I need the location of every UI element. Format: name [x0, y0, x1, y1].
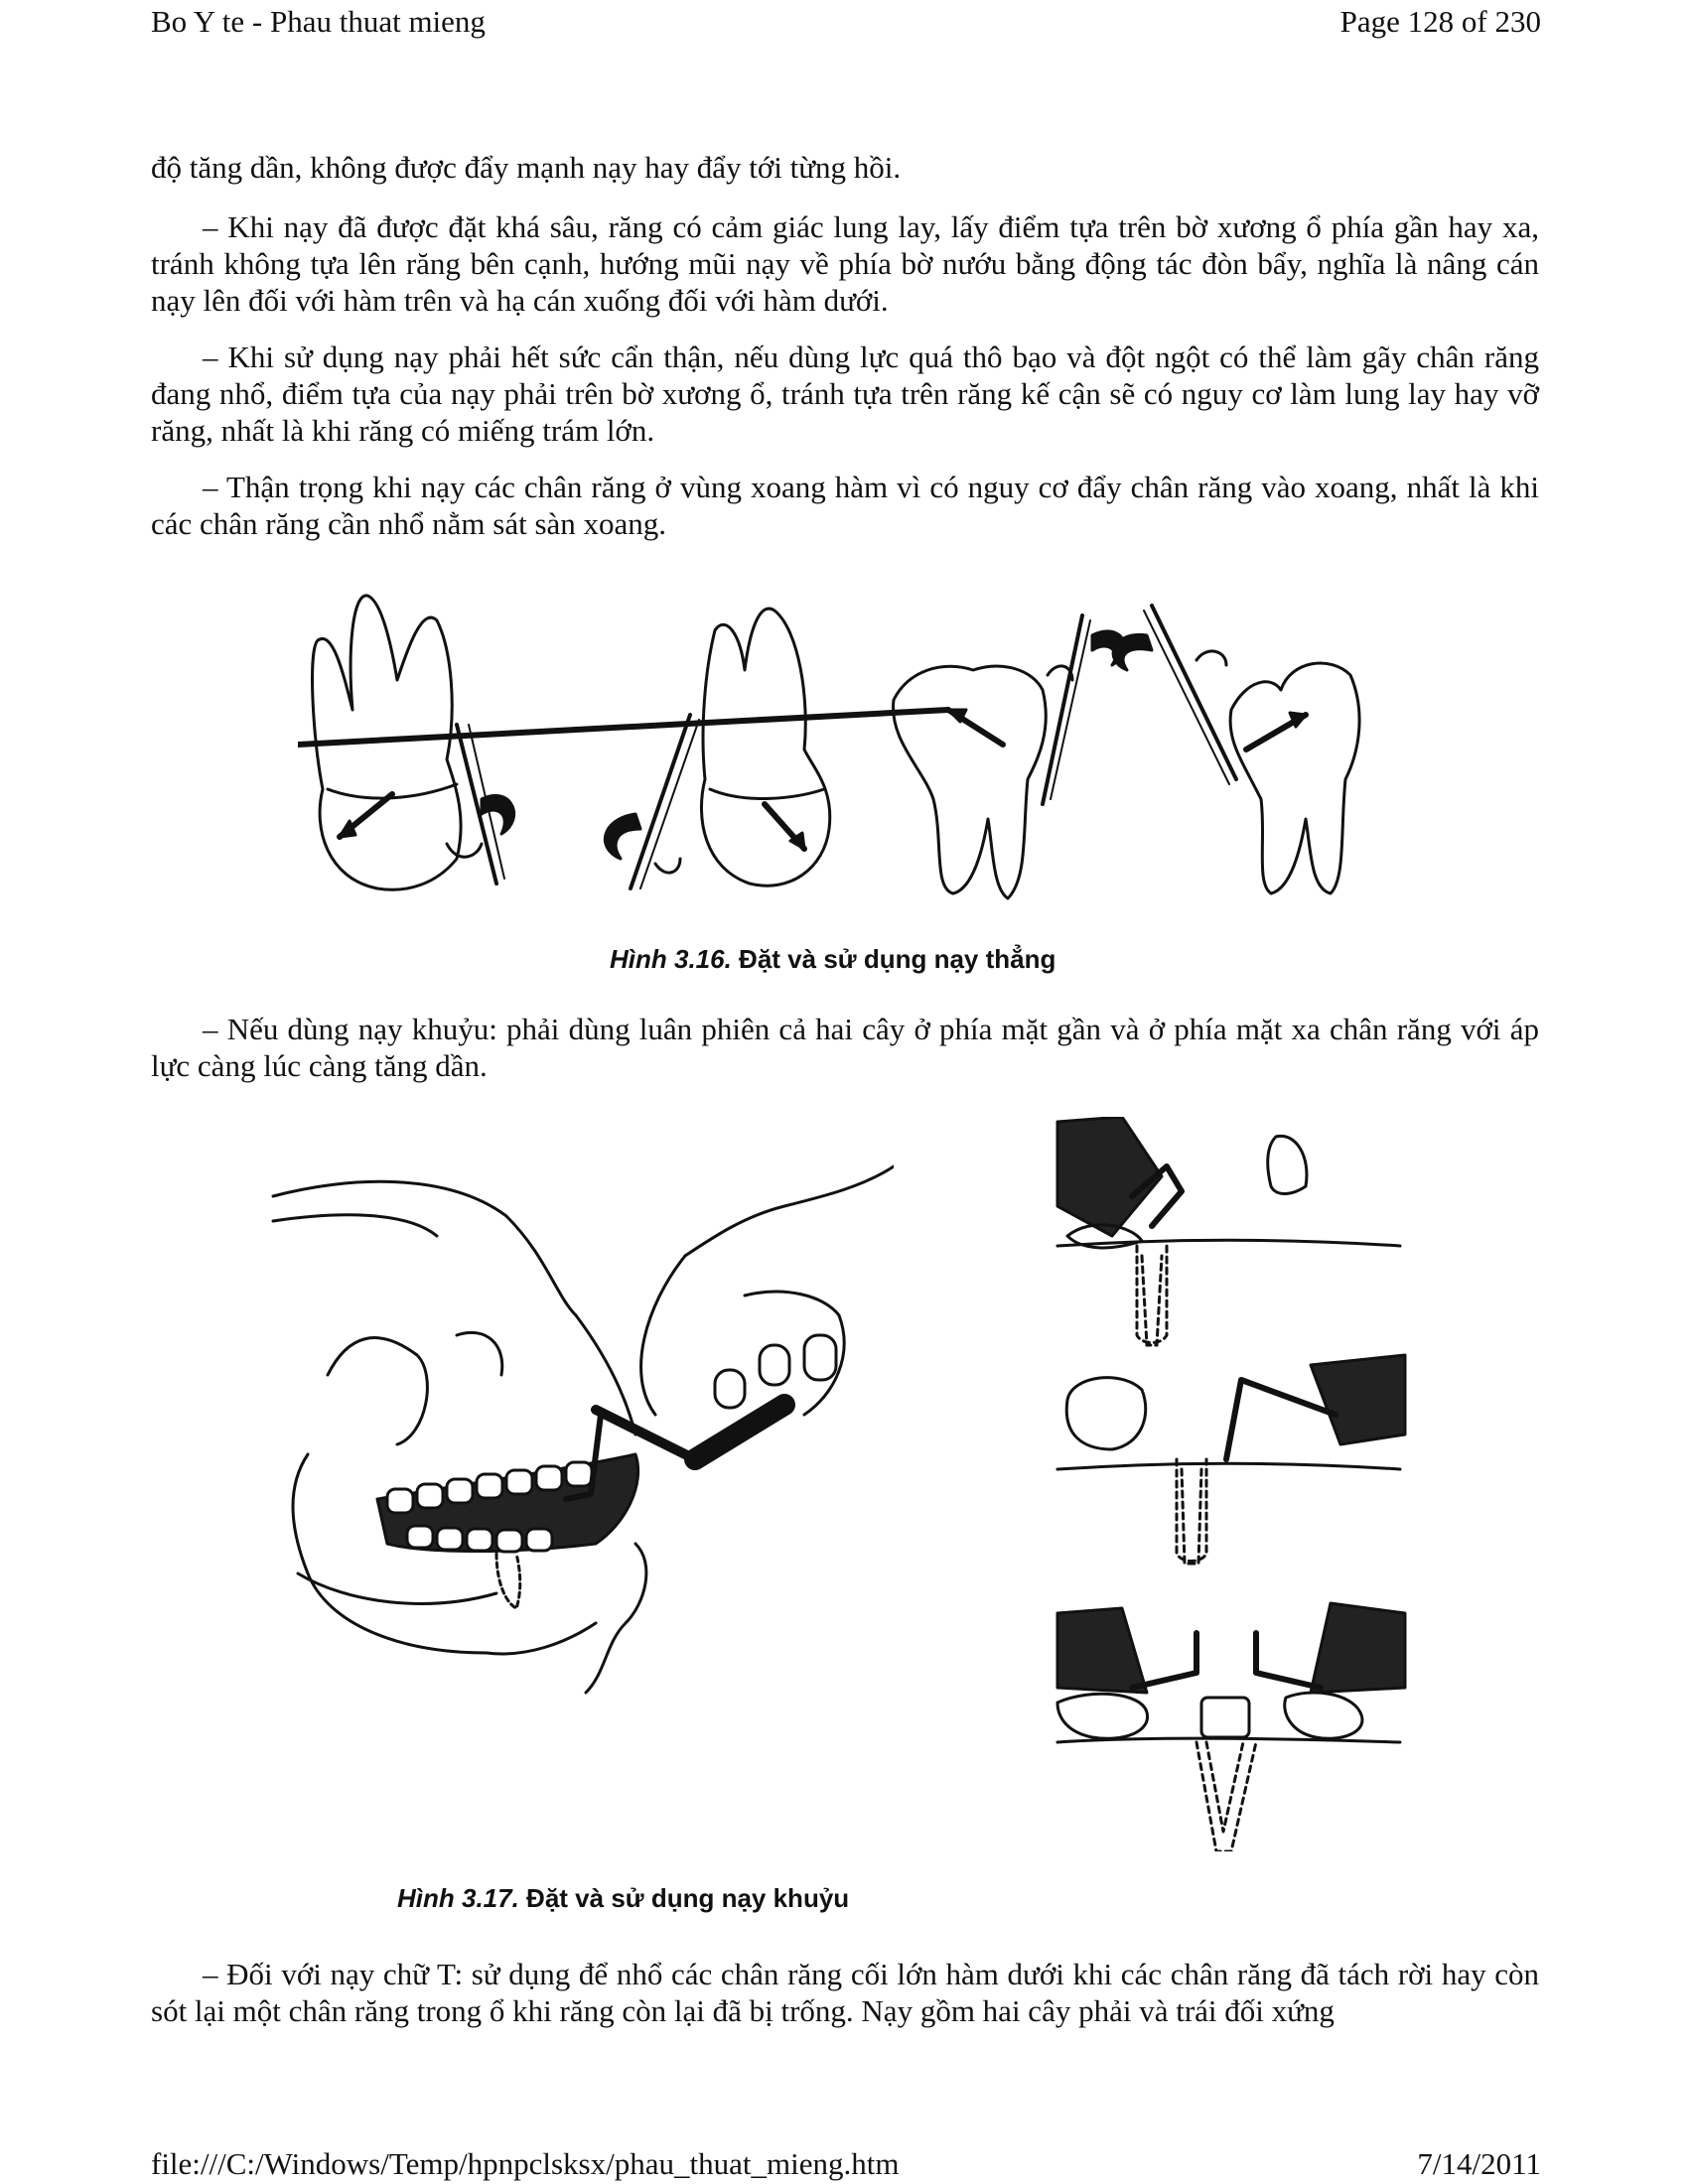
figure-angled-elevator-panels — [1053, 1117, 1410, 1851]
figure-3-16-text: Đặt và sử dụng nạy thẳng — [731, 944, 1056, 974]
straight-elevator-illustration — [298, 591, 1410, 903]
paragraph-5: – Nếu dùng nạy khuỷu: phải dùng luân phiên cả hai cây ở phía mặt gần và ở phía mặt xa chân răng với áp lực càng lúc càng tăng dần. — [151, 1012, 1539, 1083]
paragraph-6: – Đối với nạy chữ T: sử dụng để nhổ các chân răng cối lớn hàm dưới khi các chân răng đã tách rời hay còn sót lại một chân răng trong ổ khi răng còn lại đã bị trống. Nạy gồm hai cây phải và trái đối xứng — [151, 1957, 1539, 2028]
page-number: Page 128 of 230 — [1339, 4, 1541, 39]
header-title: Bo Y te - Phau thuat mieng — [151, 4, 486, 39]
paragraph-4: – Thận trọng khi nạy các chân răng ở vùng xoang hàm vì có nguy cơ đẩy chân răng vào xoang, nhất là khi các chân răng cần nhổ nằm sát sàn xoang. — [151, 470, 1539, 541]
figure-skull-elevator — [268, 1157, 894, 1698]
angled-elevator-panels-illustration — [1053, 1117, 1410, 1851]
paragraph-3: – Khi sử dụng nạy phải hết sức cẩn thận, nếu dùng lực quá thô bạo và đột ngột có thể làm gãy chân răng đang nhổ, điểm tựa của nạy phải trên bờ xương ổ, tránh tựa trên răng kế cận sẽ có nguy cơ làm lung lay hay vỡ răng, nhất là khi răng có miếng trám lớn. — [151, 340, 1539, 448]
figure-3-16-caption — [610, 944, 1055, 975]
footer-date: 7/14/2011 — [1417, 2146, 1541, 2181]
figure-3-17-caption — [397, 1883, 849, 1914]
figure-3-16-label: Hình 3.16. — [610, 944, 732, 974]
figure-straight-elevator — [298, 591, 1410, 903]
paragraph-1: độ tăng dần, không được đẩy mạnh nạy hay đẩy tới từng hồi. — [151, 150, 902, 185]
paragraph-2: – Khi nạy đã được đặt khá sâu, răng có cảm giác lung lay, lấy điểm tựa trên bờ xương ổ phía gần hay xa, tránh không tựa lên răng bên cạnh, hướng mũi nạy về phía bờ nướu bằng động tác đòn bẩy, nghĩa là nâng cán nạy lên đối với hàm trên và hạ cán xuống đối với hàm dưới. — [151, 209, 1539, 318]
skull-elevator-illustration — [268, 1157, 894, 1698]
figure-3-17-label: Hình 3.17. — [397, 1883, 519, 1913]
footer-path: file:///C:/Windows/Temp/hpnpclsksx/phau_thuat_mieng.htm — [151, 2146, 900, 2181]
figure-3-17-text: Đặt và sử dụng nạy khuỷu — [518, 1883, 850, 1913]
